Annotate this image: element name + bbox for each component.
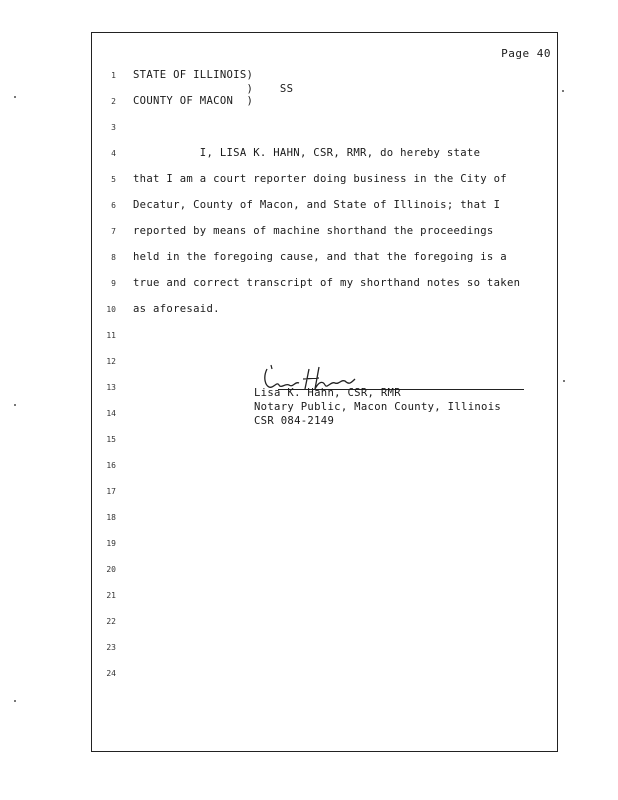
line-number: 22 (106, 617, 116, 626)
scan-artifact (562, 90, 564, 92)
line-number: 6 (111, 201, 116, 210)
line-number: 13 (106, 383, 116, 392)
scan-artifact (14, 404, 16, 406)
page-number-label: Page 40 (501, 47, 551, 60)
line-number: 15 (106, 435, 116, 444)
line-number: 24 (106, 669, 116, 678)
transcript-page-frame (91, 32, 558, 752)
line-number: 18 (106, 513, 116, 522)
line-text: reported by means of machine shorthand the proceedings (133, 225, 494, 237)
line-number: 17 (106, 487, 116, 496)
line-text: as aforesaid. (133, 303, 220, 315)
line-text: Decatur, County of Macon, and State of Illinois; that I (133, 199, 501, 211)
line-number: 11 (106, 331, 116, 340)
line-number: 20 (106, 565, 116, 574)
line-number: 9 (111, 279, 116, 288)
signer-name: Lisa K. Hahn, CSR, RMR (254, 387, 401, 399)
line-number: 3 (111, 123, 116, 132)
signer-title: Notary Public, Macon County, Illinois (254, 401, 502, 413)
line-text: that I am a court reporter doing business in the City of (133, 173, 507, 185)
line-number: 1 (111, 71, 116, 80)
line-number: 21 (106, 591, 116, 600)
line-text: ) SS (133, 83, 294, 95)
scan-artifact (14, 700, 16, 702)
line-text: COUNTY OF MACON ) (133, 95, 254, 107)
line-number: 19 (106, 539, 116, 548)
signer-license: CSR 084-2149 (254, 415, 335, 427)
scan-artifact (563, 380, 565, 382)
line-number: 7 (111, 227, 116, 236)
line-number: 10 (106, 305, 116, 314)
line-number: 2 (111, 97, 116, 106)
line-number: 14 (106, 409, 116, 418)
scan-artifact (14, 96, 16, 98)
line-number: 16 (106, 461, 116, 470)
line-number: 8 (111, 253, 116, 262)
line-text: held in the foregoing cause, and that the foregoing is a (133, 251, 507, 263)
line-number: 5 (111, 175, 116, 184)
line-number: 12 (106, 357, 116, 366)
line-text: true and correct transcript of my shorthand notes so taken (133, 277, 521, 289)
line-number: 23 (106, 643, 116, 652)
line-number: 4 (111, 149, 116, 158)
line-text: STATE OF ILLINOIS) (133, 69, 254, 81)
line-text: I, LISA K. HAHN, CSR, RMR, do hereby state (133, 147, 481, 159)
